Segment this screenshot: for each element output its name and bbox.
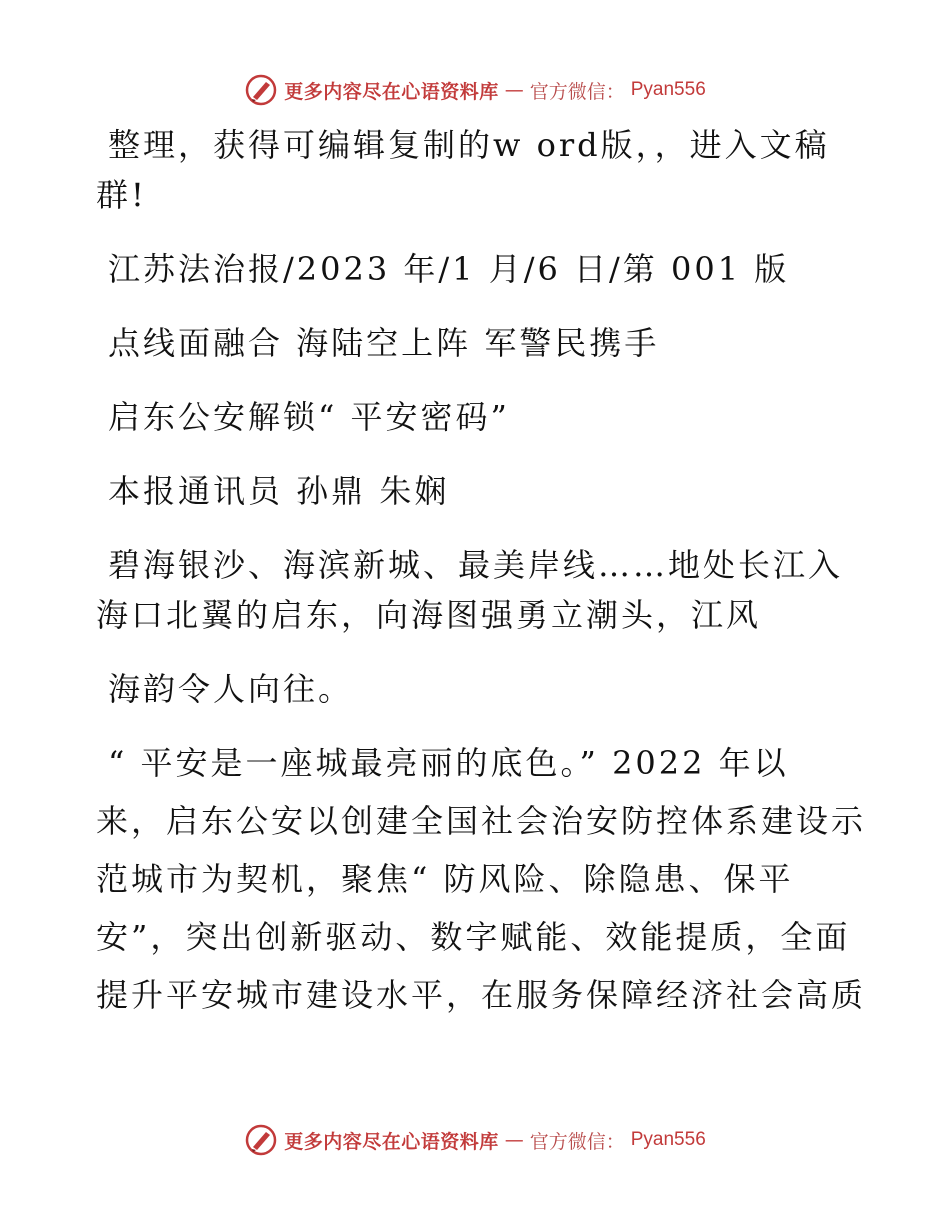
banner-site-text: 更多内容尽在心语资料库 xyxy=(284,80,499,103)
headline-2: 启东公安解锁“ 平安密码” xyxy=(108,398,510,436)
paragraph-1-line-3: 海韵令人向往。 xyxy=(108,670,354,708)
paragraph-2-line-2: 来，启东公安以创建全国社会治安防控体系建设示 xyxy=(96,802,867,840)
paragraph-2-line-5: 提升平安城市建设水平，在服务保障经济社会高质 xyxy=(96,976,867,1014)
intro-line-1: 整理，获得可编辑复制的w ord版，，进入文稿 xyxy=(108,126,830,164)
banner-wechat-id: Pyan556 xyxy=(630,79,706,100)
paragraph-2-line-3: 范城市为契机，聚焦“ 防风险、除隐患、保平 xyxy=(96,860,794,898)
document-body xyxy=(96,120,867,1020)
banner-separator: — xyxy=(504,1129,524,1151)
byline: 本报通讯员 孙鼎 朱娴 xyxy=(108,472,450,510)
banner-wechat-label: 官方微信： xyxy=(529,80,625,103)
paragraph-2-line-1: “ 平安是一座城最亮丽的底色。” 2022 年以 xyxy=(108,744,789,782)
header-banner xyxy=(0,70,950,110)
paragraph-1-line-1: 碧海银沙、海滨新城、最美岸线……地处长江入 xyxy=(108,546,844,584)
brush-logo-icon xyxy=(244,1123,278,1157)
banner-site-text: 更多内容尽在心语资料库 xyxy=(284,1130,499,1153)
intro-line-2: 群! xyxy=(96,176,147,214)
headline-1: 点线面融合 海陆空上阵 军警民携手 xyxy=(108,324,660,362)
banner-wechat-id: Pyan556 xyxy=(630,1129,706,1150)
banner-wechat-label: 官方微信： xyxy=(529,1130,625,1153)
paragraph-2-line-4: 安”，突出创新驱动、数字赋能、效能提质，全面 xyxy=(96,918,851,956)
source-line: 江苏法治报/2023 年/1 月/6 日/第 001 版 xyxy=(108,250,790,288)
footer-banner xyxy=(0,1120,950,1160)
brush-logo-icon xyxy=(244,73,278,107)
banner-separator: — xyxy=(504,79,524,101)
paragraph-1-line-2: 海口北翼的启东，向海图强勇立潮头，江风 xyxy=(96,596,762,634)
